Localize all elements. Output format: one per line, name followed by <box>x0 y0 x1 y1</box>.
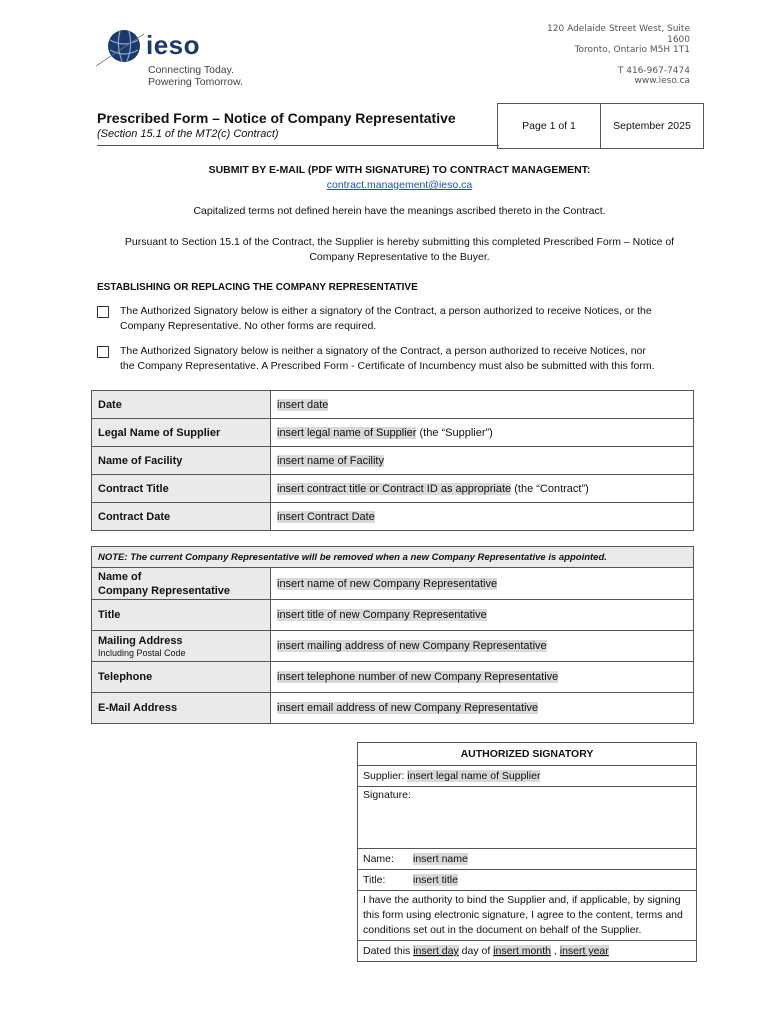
table-row <box>358 787 697 849</box>
signatory-title-placeholder: insert title <box>413 874 458 886</box>
facility-label: Name of Facility <box>92 447 271 475</box>
table-row <box>358 941 697 962</box>
contract-date-field[interactable] <box>271 503 694 531</box>
dated-field[interactable] <box>358 941 697 962</box>
table-row <box>358 743 697 766</box>
table-row <box>92 600 694 631</box>
table-row <box>358 870 697 891</box>
contract-title-placeholder: insert contract title or Contract ID as appropriate <box>277 482 512 495</box>
option-1-checkbox[interactable] <box>97 306 109 318</box>
contract-management-email-link[interactable]: contract.management@ieso.ca <box>326 179 473 191</box>
rep-name-label-line-1: Name of <box>98 570 142 583</box>
email-label: E-Mail Address <box>92 693 271 724</box>
table-row <box>92 568 694 600</box>
address-block <box>520 24 690 87</box>
option-1-line-2: Company Representative. No other forms are required. <box>120 320 377 332</box>
rep-name-placeholder: insert name of new Company Representative <box>277 577 498 590</box>
address-line-3: Toronto, Ontario M5H 1T1 <box>574 45 690 55</box>
address-line-2: 1600 <box>667 34 690 45</box>
option-1-text <box>120 304 652 334</box>
company-representative-table <box>91 546 694 724</box>
rep-name-label <box>92 568 271 600</box>
replacement-note: NOTE: The current Company Representative will be removed when a new Company Representative is appointed. <box>92 547 694 568</box>
contract-title-suffix: (the “Contract”) <box>511 482 589 495</box>
ieso-logo <box>96 26 256 92</box>
section-heading: ESTABLISHING OR REPLACING THE COMPANY REPRESENTATIVE <box>97 282 418 293</box>
terms-note: Capitalized terms not defined herein have the meanings ascribed thereto in the Contract. <box>193 205 606 217</box>
telephone-placeholder: insert telephone number of new Company Representative <box>277 671 559 683</box>
option-2-row <box>97 344 697 374</box>
contract-title-label: Contract Title <box>92 475 271 503</box>
dated-day-placeholder[interactable]: insert day <box>413 945 459 957</box>
option-2-line-2: the Company Representative. A Prescribed Form - Certificate of Incumbency must also be submitted with this form. <box>120 360 655 372</box>
legal-name-field[interactable] <box>271 419 694 447</box>
signatory-heading: AUTHORIZED SIGNATORY <box>358 743 697 766</box>
dated-prefix: Dated this <box>363 945 414 957</box>
signatory-supplier-placeholder: insert legal name of Supplier <box>407 770 541 782</box>
contract-title-field[interactable] <box>271 475 694 503</box>
supplier-info-table <box>91 390 694 531</box>
table-row <box>92 391 694 419</box>
table-row <box>92 547 694 568</box>
telephone-field[interactable] <box>271 662 694 693</box>
authority-statement: I have the authority to bind the Supplier and, if applicable, by signing this form using electronic signature, I agree to the content, terms and conditions set out in the document on behalf of the Supplier. <box>358 891 697 941</box>
dated-month-placeholder[interactable]: insert month <box>493 945 551 957</box>
logo-tagline <box>148 64 243 88</box>
option-2-line-1: The Authorized Signatory below is neither a signatory of the Contract, a person authorized to receive Notices, nor <box>120 345 646 357</box>
pursuant-paragraph <box>97 235 702 265</box>
address-line-1: 120 Adelaide Street West, Suite <box>547 24 690 34</box>
address-phone: T 416-967-7474 <box>617 65 690 76</box>
email-placeholder: insert email address of new Company Representative <box>277 702 539 714</box>
mailing-address-label <box>92 631 271 662</box>
table-row <box>92 693 694 724</box>
date-field[interactable] <box>271 391 694 419</box>
dated-day-of: day of <box>458 945 494 957</box>
address-web: www.ieso.ca <box>634 76 690 86</box>
rep-title-placeholder: insert title of new Company Representative <box>277 609 487 621</box>
contract-date-label: Contract Date <box>92 503 271 531</box>
signatory-title-field[interactable] <box>358 870 697 891</box>
email-field[interactable] <box>271 693 694 724</box>
email-link-wrapper <box>97 179 702 191</box>
signature-label: Signature: <box>363 789 411 801</box>
authorized-signatory-table <box>357 742 697 962</box>
facility-placeholder: insert name of Facility <box>277 454 384 467</box>
form-subtitle <box>97 128 279 140</box>
tagline-line-2: Powering Tomorrow. <box>148 76 243 88</box>
dated-year-placeholder[interactable]: insert year <box>559 945 609 957</box>
pursuant-line-1: Pursuant to Section 15.1 of the Contract, the Supplier is hereby submitting this completed Prescribed Form – Notice of <box>124 236 675 248</box>
page-info-box <box>497 103 704 149</box>
date-placeholder: insert date <box>277 398 329 411</box>
pursuant-line-2: Company Representative to the Buyer. <box>309 251 490 263</box>
submit-instruction: SUBMIT BY E-MAIL (PDF WITH SIGNATURE) TO CONTRACT MANAGEMENT: <box>208 164 591 176</box>
mailing-address-label-text: Mailing Address <box>98 634 183 647</box>
globe-logo-icon <box>96 26 146 82</box>
legal-name-suffix: (the “Supplier”) <box>416 426 493 439</box>
table-row <box>92 419 694 447</box>
option-2-text <box>120 344 655 374</box>
signatory-supplier-label: Supplier: <box>363 770 408 782</box>
table-row <box>92 447 694 475</box>
rep-name-label-line-2: Company Representative <box>98 584 231 597</box>
rep-title-field[interactable] <box>271 600 694 631</box>
facility-field[interactable] <box>271 447 694 475</box>
tagline-line-1: Connecting Today. <box>148 64 235 76</box>
form-title: Prescribed Form – Notice of Company Representative <box>97 110 456 126</box>
telephone-label: Telephone <box>92 662 271 693</box>
signatory-supplier-field[interactable] <box>358 766 697 787</box>
form-date: September 2025 <box>613 120 691 132</box>
rep-title-label: Title <box>92 600 271 631</box>
option-1-line-1: The Authorized Signatory below is either a signatory of the Contract, a person authorized to receive Notices, or the <box>120 305 652 317</box>
dated-comma: , <box>550 945 560 957</box>
mailing-address-sublabel: Including Postal Code <box>98 647 186 658</box>
contract-date-placeholder: insert Contract Date <box>277 510 375 523</box>
table-row <box>358 891 697 941</box>
option-1-row <box>97 304 697 334</box>
legal-name-label: Legal Name of Supplier <box>92 419 271 447</box>
table-row <box>92 475 694 503</box>
signatory-name-placeholder: insert name <box>413 853 468 865</box>
mailing-address-field[interactable] <box>271 631 694 662</box>
rep-name-field[interactable] <box>271 568 694 600</box>
mailing-address-placeholder: insert mailing address of new Company Representative <box>277 640 547 652</box>
header-divider <box>97 145 499 146</box>
signatory-name-field[interactable] <box>358 849 697 870</box>
logo-wordmark: ieso <box>146 30 201 60</box>
date-label: Date <box>92 391 271 419</box>
table-row <box>358 766 697 787</box>
signatory-name-label: Name: <box>363 853 394 865</box>
signature-field[interactable] <box>358 787 697 849</box>
form-subtitle-text: (Section 15.1 of the MT2(c) Contract) <box>97 128 279 140</box>
signatory-title-label: Title: <box>363 874 386 886</box>
page-number: Page 1 of 1 <box>498 104 601 148</box>
table-row <box>358 849 697 870</box>
table-row <box>92 503 694 531</box>
table-row <box>92 631 694 662</box>
legal-name-placeholder: insert legal name of Supplier <box>277 426 417 439</box>
table-row <box>92 662 694 693</box>
option-2-checkbox[interactable] <box>97 346 109 358</box>
